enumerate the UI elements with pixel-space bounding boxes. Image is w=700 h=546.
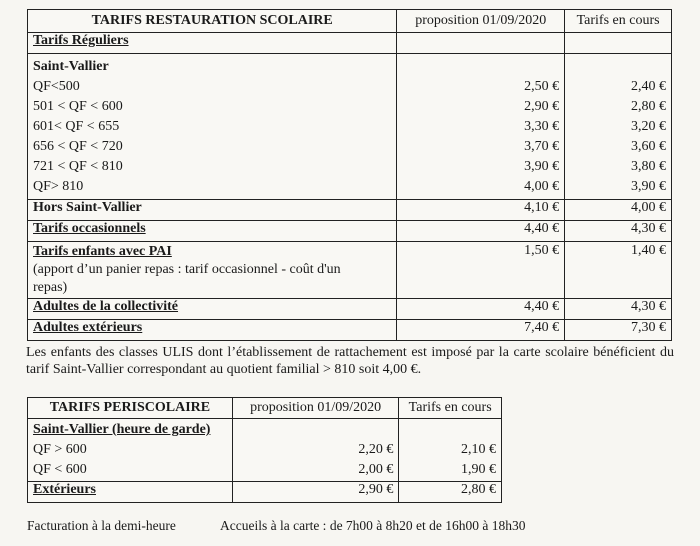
qf-proposition: 3,70 €: [524, 139, 560, 154]
periscolaire-saint-vallier-block: [28, 419, 502, 482]
periscolaire-exterieurs-row: [28, 482, 502, 503]
reguliers-label: Tarifs Réguliers: [28, 33, 397, 54]
periscolaire-saint-vallier-label: Saint-Vallier (heure de garde): [33, 422, 211, 437]
restauration-title: TARIFS RESTAURATION SCOLAIRE: [28, 10, 397, 33]
qf-en-cours: 3,90 €: [631, 179, 666, 194]
restauration-table: [27, 9, 672, 341]
periscolaire-exterieurs-proposition: 2,90 €: [232, 482, 398, 503]
hors-label: Hors Saint-Vallier: [28, 200, 397, 221]
saint-vallier-label: Saint-Vallier: [33, 59, 109, 74]
adultes-exterieurs-proposition: 7,40 €: [397, 320, 565, 341]
adultes-collectivite-en-cours: 4,30 €: [565, 299, 672, 320]
qf-label: 601< QF < 655: [33, 119, 120, 134]
adultes-exterieurs-en-cours: 7,30 €: [565, 320, 672, 341]
periscolaire-qf-label: QF > 600: [33, 442, 87, 457]
pai-proposition: 1,50 €: [397, 242, 565, 299]
saint-vallier-block: [28, 54, 672, 200]
hors-en-cours: 4,00 €: [565, 200, 672, 221]
periscolaire-col-en-cours: Tarifs en cours: [399, 398, 502, 419]
qf-en-cours: 3,60 €: [631, 139, 666, 154]
qf-en-cours: 3,80 €: [631, 159, 666, 174]
occasionnels-en-cours: 4,30 €: [565, 221, 672, 242]
ulis-note: Les enfants des classes ULIS dont l’établissement de rattachement est imposé par la carte scolaire bénéficient du tarif Saint-Vallier correspondant au quotient familial > 810 soit 4,00 €.: [26, 345, 674, 377]
qf-en-cours: 2,40 €: [631, 79, 666, 94]
periscolaire-title: TARIFS PERISCOLAIRE: [28, 398, 233, 419]
qf-label: 501 < QF < 600: [33, 99, 123, 114]
qf-label: QF> 810: [33, 179, 84, 194]
qf-proposition: 2,50 €: [524, 79, 560, 94]
occasionnels-label: Tarifs occasionnels: [28, 221, 397, 242]
periscolaire-exterieurs-label: Extérieurs: [28, 482, 233, 503]
periscolaire-table: [27, 397, 502, 503]
restauration-col-proposition: proposition 01/09/2020: [397, 10, 565, 33]
qf-proposition: 3,30 €: [524, 119, 560, 134]
pai-en-cours: 1,40 €: [565, 242, 672, 299]
pai-note: (apport d’un panier repas : tarif occasionnel - coût d'un repas): [33, 262, 341, 295]
facturation-note: Facturation à la demi-heure: [27, 518, 176, 533]
qf-label: QF<500: [33, 79, 80, 94]
qf-proposition: 4,00 €: [524, 179, 560, 194]
adultes-exterieurs-row: [28, 320, 672, 341]
periscolaire-qf-en-cours: 2,10 €: [461, 442, 496, 457]
adultes-collectivite-row: [28, 299, 672, 320]
adultes-exterieurs-label: Adultes extérieurs: [28, 320, 397, 341]
restauration-header-row: [28, 10, 672, 33]
accueils-note: Accueils à la carte : de 7h00 à 8h20 et de 16h00 à 18h30: [220, 518, 526, 533]
pai-label: Tarifs enfants avec PAI: [33, 244, 172, 259]
periscolaire-qf-label: QF < 600: [33, 462, 87, 477]
adultes-collectivite-proposition: 4,40 €: [397, 299, 565, 320]
hors-proposition: 4,10 €: [397, 200, 565, 221]
qf-en-cours: 2,80 €: [631, 99, 666, 114]
hors-saint-vallier-row: [28, 200, 672, 221]
qf-label: 721 < QF < 810: [33, 159, 123, 174]
pai-row: [28, 242, 672, 299]
qf-proposition: 3,90 €: [524, 159, 560, 174]
qf-en-cours: 3,20 €: [631, 119, 666, 134]
qf-proposition: 2,90 €: [524, 99, 560, 114]
reguliers-row: [28, 33, 672, 54]
periscolaire-qf-proposition: 2,00 €: [358, 462, 394, 477]
periscolaire-qf-proposition: 2,20 €: [358, 442, 394, 457]
qf-label: 656 < QF < 720: [33, 139, 123, 154]
periscolaire-col-proposition: proposition 01/09/2020: [232, 398, 398, 419]
occasionnels-proposition: 4,40 €: [397, 221, 565, 242]
periscolaire-exterieurs-en-cours: 2,80 €: [399, 482, 502, 503]
adultes-collectivite-label: Adultes de la collectivité: [28, 299, 397, 320]
restauration-col-en-cours: Tarifs en cours: [565, 10, 672, 33]
periscolaire-header-row: [28, 398, 502, 419]
periscolaire-qf-en-cours: 1,90 €: [461, 462, 496, 477]
occasionnels-row: [28, 221, 672, 242]
